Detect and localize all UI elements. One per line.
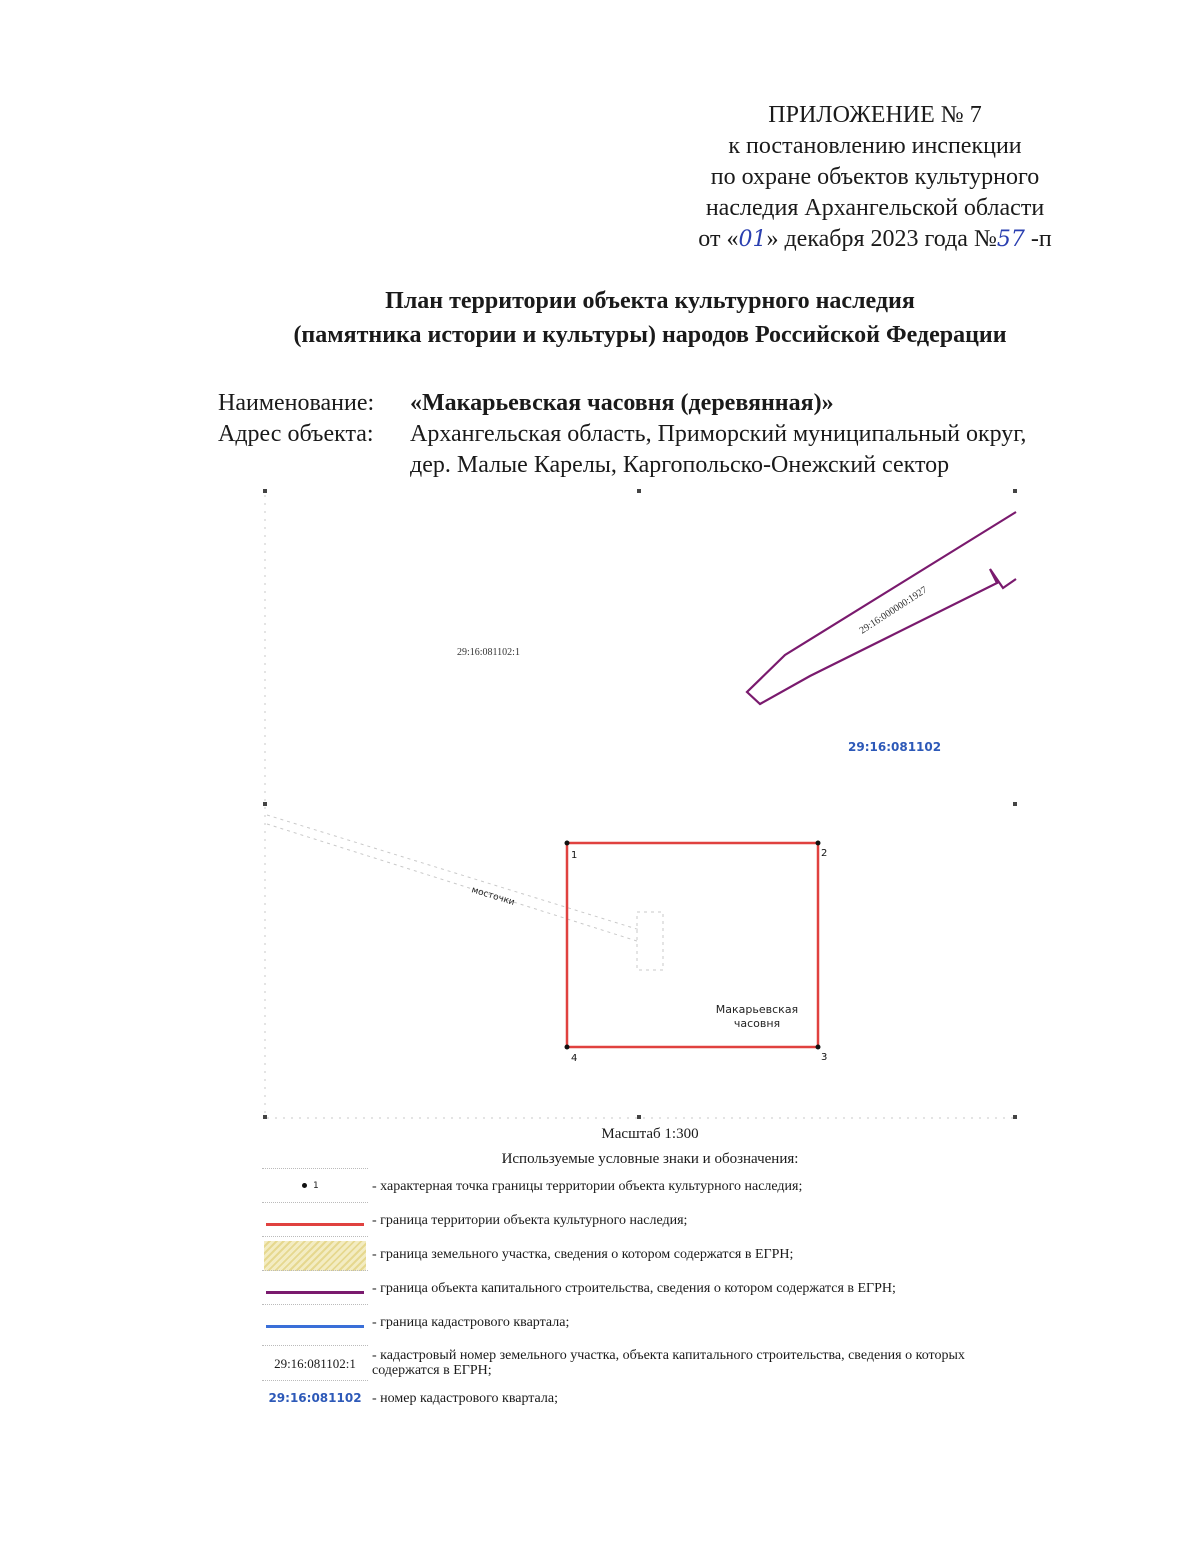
appendix-title: ПРИЛОЖЕНИЕ № 7	[768, 102, 982, 128]
legend-text: - кадастровый номер земельного участка, объекта капитального строительства, сведения о которых содержатся в ЕГРН;	[372, 1348, 965, 1378]
point-label-3: 3	[821, 1052, 828, 1063]
object-label-line-2: часовня	[733, 1017, 781, 1030]
point-label-2: 2	[821, 848, 828, 859]
footpath	[267, 815, 663, 970]
legend-text: - номер кадастрового квартала;	[372, 1390, 558, 1406]
map-scale: Масштаб 1:300	[601, 1126, 699, 1142]
boundary-point	[816, 1045, 821, 1050]
legend-text: - граница земельного участка, сведения о котором содержатся в ЕГРН;	[372, 1246, 794, 1262]
boundary-point	[565, 1045, 570, 1050]
quarter-number-swatch	[262, 1380, 368, 1417]
number-suffix: -п	[1024, 226, 1052, 252]
legend-item	[262, 1302, 1022, 1342]
address-line-1: Архангельская область, Приморский муниципальный округ,	[410, 421, 1027, 447]
point-icon	[262, 1168, 368, 1205]
quarter-number-label: 29:16:081102	[848, 740, 942, 754]
territory-boundary	[567, 843, 818, 1047]
red-line-swatch	[262, 1202, 368, 1239]
appendix-line: наследия Архангельской области	[705, 195, 1045, 221]
parcel-number-label: 29:16:081102:1	[457, 647, 520, 658]
title-line-2: (памятника истории и культуры) народов Российской Федерации	[293, 322, 1007, 348]
handwritten-number: 57	[996, 227, 1025, 252]
name-value: «Макарьевская часовня (деревянная)»	[410, 390, 834, 416]
map-frame	[263, 489, 1017, 1119]
date-middle: » декабря 2023 года №	[766, 226, 997, 252]
appendix-line: по охране объектов культурного	[710, 164, 1040, 190]
quarter-number-sample: 29:16:081102	[268, 1390, 362, 1405]
point-label-4: 4	[571, 1053, 578, 1064]
legend-item	[262, 1378, 1022, 1418]
address-line-2: дер. Малые Карелы, Каргопольско-Онежский сектор	[410, 452, 950, 478]
legend-text: - граница кадастрового квартала;	[372, 1314, 570, 1330]
legend-text: - характерная точка границы территории объекта культурного наследия;	[372, 1178, 803, 1194]
address-label: Адрес объекта:	[218, 421, 374, 447]
building-boundary	[747, 512, 1016, 704]
date-prefix: от «	[698, 226, 739, 252]
cadastral-number-swatch	[262, 1345, 368, 1382]
object-label-line-1: Макарьевская	[715, 1003, 799, 1016]
handwritten-day: 01	[738, 227, 767, 252]
boundary-point	[565, 841, 570, 846]
boundary-point	[816, 841, 821, 846]
legend-item	[262, 1343, 1022, 1383]
legend-heading: Используемые условные знаки и обозначения:	[501, 1151, 799, 1167]
appendix-line: к постановлению инспекции	[728, 133, 1022, 159]
point-label-1: 1	[571, 850, 578, 861]
footpath-label: мосточки	[470, 885, 516, 908]
boundary-points	[565, 841, 821, 1050]
purple-line-swatch	[262, 1270, 368, 1307]
map-border	[265, 495, 1013, 1118]
title-line-1: План территории объекта культурного наследия	[385, 288, 915, 314]
legend-text: - граница территории объекта культурного наследия;	[372, 1212, 688, 1228]
cadastral-number-sample: 29:16:081102:1	[274, 1355, 356, 1371]
blue-line-swatch	[262, 1304, 368, 1341]
name-label: Наименование:	[218, 390, 375, 416]
legend-text: - граница объекта капитального строительства, сведения о котором содержатся в ЕГРН;	[372, 1280, 896, 1296]
building-number-label: 29:16:000000:1927	[857, 584, 930, 637]
hatched-area-swatch	[262, 1236, 368, 1273]
point-icon-label: 1	[313, 1180, 319, 1191]
